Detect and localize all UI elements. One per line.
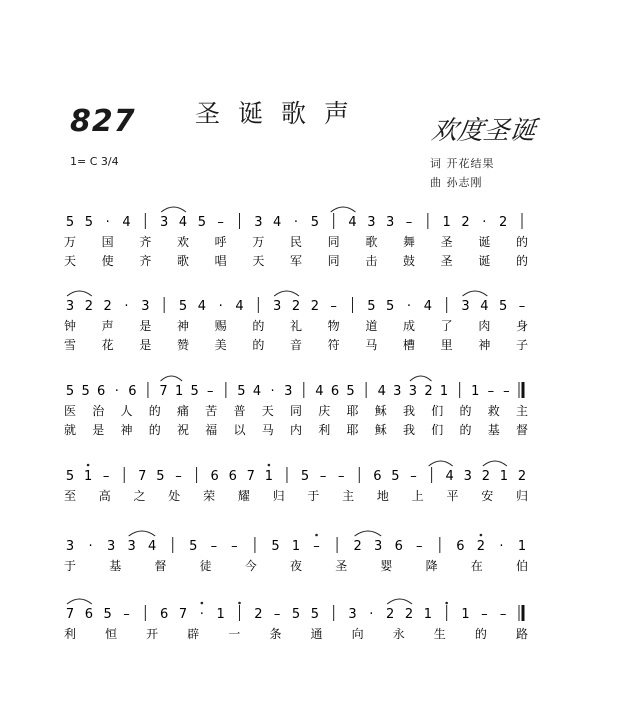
octave-dot: [445, 602, 448, 605]
lyric-char: 物: [327, 319, 340, 333]
note: 4: [315, 384, 324, 399]
lyric-char: 救: [487, 404, 500, 418]
note: 4: [178, 215, 188, 230]
lyric-char: 国: [101, 235, 114, 249]
lyric-char: 道: [365, 319, 378, 333]
lyric-char: 神: [478, 338, 491, 352]
note: ·: [293, 215, 299, 230]
note: 7: [138, 469, 147, 484]
octave-dot: [87, 464, 90, 467]
lyric-char: 向: [351, 627, 364, 641]
octave-dot: [238, 602, 241, 605]
lyric-char: 伯: [515, 559, 529, 573]
note: 3: [348, 607, 357, 622]
lyric-char: 路: [515, 627, 529, 641]
lyric-char: 槽: [402, 338, 416, 352]
note: 5: [300, 469, 310, 484]
note: –: [405, 215, 413, 230]
note: 5: [391, 469, 400, 484]
slur-arc: [410, 376, 432, 381]
lyric-char: 圣: [335, 559, 348, 573]
lyric-char: 稣: [374, 423, 387, 437]
note: 5: [65, 384, 75, 399]
slur-arc: [387, 599, 412, 604]
note: 5: [65, 215, 75, 230]
lyric-char: 的: [515, 235, 529, 249]
note: 1: [439, 384, 449, 399]
lyric-char: 上: [411, 489, 424, 503]
note: 4: [273, 215, 282, 230]
note: 2: [254, 607, 263, 622]
lyric-char: 美: [214, 338, 227, 352]
lyric-char: 降: [425, 559, 438, 573]
slur-arc: [483, 461, 507, 466]
lyric-char: 的: [474, 627, 487, 641]
note: 3: [461, 299, 470, 314]
song-title: 圣诞歌声: [195, 99, 368, 128]
lyric-char: 内: [289, 423, 303, 437]
lyric-char: 主: [342, 489, 355, 503]
note: 3: [127, 539, 136, 554]
note: 3: [393, 384, 402, 399]
lyric-char: 成: [402, 319, 416, 333]
lyric-char: 通: [310, 627, 323, 641]
octave-dot: [315, 534, 318, 537]
lyric-char: 归: [515, 489, 529, 503]
note: ·: [88, 539, 93, 554]
note: 5: [346, 384, 355, 399]
note: 5: [386, 299, 395, 314]
note: –: [210, 539, 218, 554]
lyric-char: 们: [431, 423, 444, 437]
note: 5: [103, 607, 112, 622]
lyric-char: 利: [63, 627, 77, 641]
lyric-char: 祝: [176, 423, 190, 437]
lyric-char: 荣: [203, 489, 216, 503]
note: 1: [423, 607, 432, 622]
lyric-char: 普: [233, 404, 246, 418]
note: 2: [461, 215, 470, 230]
lyric-char: 赐: [214, 319, 227, 333]
note: 6: [394, 539, 403, 554]
note: 5: [156, 469, 165, 484]
note: 5: [197, 215, 206, 230]
note: –: [313, 539, 320, 554]
note: 6: [456, 539, 465, 554]
lyric-char: 耶: [346, 404, 359, 418]
note: 3: [463, 469, 472, 484]
lyric-char: 今: [244, 559, 257, 573]
lyric-char: 人: [120, 404, 133, 418]
lyric-char: 归: [272, 489, 285, 503]
lyric-char: 庆: [318, 404, 331, 418]
octave-dot: [268, 464, 271, 467]
lyric-char: 至: [63, 489, 77, 503]
note: –: [410, 469, 417, 484]
note: 7: [178, 607, 188, 622]
slur-arc: [355, 531, 382, 536]
lyric-char: 平: [446, 489, 459, 503]
lyricist-credit: 词 开花结果: [430, 157, 495, 170]
composer-credit: 曲 孙志刚: [430, 176, 483, 189]
note: ·: [105, 215, 110, 230]
lyric-char: 民: [289, 235, 303, 249]
note: 5: [291, 607, 301, 622]
lyric-char: 声: [101, 319, 114, 333]
lyric-char: 了: [440, 319, 453, 333]
note: 1: [174, 384, 184, 399]
note: 1: [264, 469, 274, 484]
lyric-char: 万: [63, 235, 77, 249]
note: 5: [178, 299, 188, 314]
note: –: [499, 607, 507, 622]
lyric-char: 之: [133, 489, 146, 503]
lyric-char: 符: [327, 338, 340, 352]
note: 6: [97, 384, 106, 399]
lyric-char: 于: [307, 489, 320, 503]
note: 5: [84, 215, 93, 230]
lyric-char: 督: [515, 423, 529, 437]
lyric-char: 的: [459, 423, 472, 437]
note: 5: [310, 215, 319, 230]
lyric-char: 肉: [478, 319, 491, 333]
lyric-char: 安: [481, 489, 494, 503]
lyric-char: 生: [433, 627, 446, 641]
lyric-char: 马: [365, 338, 378, 352]
lyric-char: 同: [289, 404, 303, 418]
lyric-char: 就: [63, 423, 77, 437]
slur-arc: [429, 461, 453, 466]
slur-arc: [274, 291, 299, 296]
lyric-char: 的: [252, 319, 265, 333]
octave-dot: [201, 602, 204, 605]
slur-arc: [129, 531, 156, 536]
lyric-char: 督: [154, 559, 167, 573]
lyric-char: 基: [487, 423, 500, 437]
note: 6: [128, 384, 137, 399]
lyric-char: 基: [109, 559, 122, 573]
lyric-char: 苦: [205, 404, 218, 418]
note: 2: [424, 384, 433, 399]
lyric-char: 恒: [105, 627, 118, 641]
note: –: [175, 469, 182, 484]
handwritten-subtitle: 欢度圣诞: [429, 116, 538, 146]
note: –: [518, 299, 526, 314]
note: 2: [517, 469, 527, 484]
lyric-char: 夜: [289, 559, 303, 573]
note: –: [337, 469, 345, 484]
note: 4: [480, 299, 489, 314]
lyric-char: 天: [261, 404, 274, 418]
lyric-char: 神: [176, 319, 190, 333]
note: 4: [348, 215, 357, 230]
note: 5: [499, 299, 508, 314]
note: 4: [197, 299, 206, 314]
lyric-char: 呼: [214, 235, 227, 249]
lyric-char: 的: [148, 404, 161, 418]
note: –: [319, 469, 327, 484]
note: 6: [373, 469, 382, 484]
lyric-char: 音: [289, 338, 303, 352]
lyric-char: 雪: [63, 338, 77, 352]
note: ·: [218, 299, 223, 314]
lyric-char: 是: [139, 319, 152, 333]
note: 3: [65, 299, 75, 314]
lyric-char: 福: [205, 423, 218, 437]
note: 2: [103, 299, 112, 314]
note: ·: [499, 539, 504, 554]
note: –: [481, 607, 488, 622]
note: 3: [386, 215, 395, 230]
note: 6: [160, 607, 169, 622]
note: 2: [353, 539, 362, 554]
note: 5: [310, 607, 319, 622]
lyric-char: 我: [402, 423, 416, 437]
lyric-char: 天: [252, 254, 265, 268]
lyric-char: 歌: [365, 235, 378, 249]
note: 1: [216, 607, 225, 622]
lyric-char: 一: [228, 627, 241, 641]
lyric-char: 礼: [289, 319, 303, 333]
note: 2: [291, 299, 301, 314]
note: 3: [273, 299, 282, 314]
note: ·: [114, 384, 119, 399]
lyric-char: 圣: [440, 254, 453, 268]
lyric-char: 地: [376, 489, 389, 503]
lyric-char: 天: [63, 254, 77, 268]
note: 3: [65, 539, 75, 554]
note: 3: [284, 384, 293, 399]
note: –: [503, 384, 510, 399]
lyric-char: 舞: [402, 235, 416, 249]
note: –: [487, 384, 495, 399]
slur-arc: [463, 291, 488, 296]
note: 4: [235, 299, 244, 314]
lyric-char: 辟: [187, 627, 200, 641]
octave-dot: [480, 534, 483, 537]
note: 5: [271, 539, 280, 554]
lyric-char: 治: [92, 404, 105, 418]
lyric-char: 永: [392, 627, 405, 641]
note: –: [217, 215, 224, 230]
note: 4: [122, 215, 131, 230]
note: 4: [423, 299, 432, 314]
lyric-char: 婴: [380, 559, 393, 573]
note: 3: [408, 384, 418, 399]
note: ·: [482, 215, 487, 230]
lyric-char: 同: [327, 254, 340, 268]
note: 2: [476, 539, 486, 554]
lyric-char: 的: [148, 423, 161, 437]
lyric-char: 耀: [237, 489, 250, 503]
lyric-char: 是: [92, 423, 105, 437]
note: 4: [377, 384, 386, 399]
lyric-char: 主: [515, 404, 529, 418]
note: –: [416, 539, 423, 554]
note: 5: [65, 469, 75, 484]
lyric-char: 神: [120, 423, 133, 437]
lyric-char: 诞: [478, 254, 491, 268]
lyric-char: 马: [261, 423, 274, 437]
lyric-char: 稣: [374, 404, 387, 418]
note: –: [207, 384, 214, 399]
lyric-char: 于: [63, 559, 77, 573]
note: –: [102, 469, 110, 484]
note: 5: [190, 384, 199, 399]
lyric-char: 身: [515, 319, 529, 333]
note: 3: [160, 215, 169, 230]
lyric-char: 以: [233, 423, 246, 437]
note: 3: [141, 299, 150, 314]
slur-arc: [161, 207, 186, 212]
lyric-char: 鼓: [402, 254, 416, 268]
lyric-char: 子: [515, 338, 529, 352]
lyric-char: 万: [252, 235, 265, 249]
note: 3: [254, 215, 263, 230]
lyric-char: 的: [515, 254, 529, 268]
note: 2: [499, 215, 508, 230]
note: 3: [367, 215, 376, 230]
note: 5: [237, 384, 246, 399]
lyric-char: 赞: [176, 338, 190, 352]
note: 3: [106, 539, 116, 554]
lyric-char: 利: [318, 423, 331, 437]
slur-arc: [67, 599, 92, 604]
lyric-char: 同: [327, 235, 340, 249]
lyric-char: 的: [252, 338, 265, 352]
note: 2: [404, 607, 414, 622]
note: ·: [270, 384, 275, 399]
note: 4: [445, 469, 454, 484]
note: ·: [199, 607, 204, 622]
lyric-char: 条: [269, 627, 282, 641]
note: 7: [246, 469, 255, 484]
note: 7: [65, 607, 75, 622]
note: –: [231, 539, 238, 554]
note: –: [123, 607, 130, 622]
slur-arc: [67, 291, 92, 296]
lyric-char: 们: [431, 404, 444, 418]
lyric-char: 齐: [139, 235, 152, 249]
note: 3: [374, 539, 383, 554]
lyric-char: 军: [289, 254, 303, 268]
slur-arc: [161, 376, 183, 381]
lyric-char: 使: [101, 254, 114, 268]
note: 2: [386, 607, 395, 622]
key-signature: 1= C 3/4: [70, 155, 119, 168]
note: ·: [406, 299, 412, 314]
note: ·: [124, 299, 129, 314]
lyric-char: 开: [146, 627, 159, 641]
lyric-char: 医: [63, 404, 77, 418]
lyric-char: 处: [168, 489, 181, 503]
note: 1: [442, 215, 451, 230]
lyric-char: 在: [470, 559, 483, 573]
lyric-char: 欢: [176, 235, 190, 249]
note: 2: [310, 299, 319, 314]
note: 6: [228, 469, 237, 484]
note: 4: [148, 539, 157, 554]
note: 1: [83, 469, 93, 484]
note: 6: [84, 607, 93, 622]
note: 1: [291, 539, 301, 554]
note: 6: [330, 384, 340, 399]
lyric-char: 诞: [478, 235, 491, 249]
lyric-char: 我: [402, 404, 416, 418]
song-number: 827: [70, 104, 136, 139]
note: 1: [499, 469, 509, 484]
note: –: [330, 299, 337, 314]
lyric-char: 齐: [139, 254, 152, 268]
lyric-char: 花: [101, 338, 114, 352]
note: 7: [159, 384, 168, 399]
note: 1: [461, 607, 470, 622]
note: 5: [189, 539, 198, 554]
lyric-char: 歌: [176, 254, 190, 268]
lyric-char: 圣: [440, 235, 453, 249]
lyric-char: 钟: [63, 319, 77, 333]
note: 1: [517, 539, 527, 554]
lyric-char: 耶: [346, 423, 359, 437]
lyric-char: 是: [139, 338, 152, 352]
note: 5: [367, 299, 376, 314]
lyric-char: 高: [98, 489, 111, 503]
note: ·: [369, 607, 374, 622]
lyric-char: 徒: [199, 559, 212, 573]
note: 6: [210, 469, 219, 484]
lyric-char: 击: [365, 254, 378, 268]
lyric-char: 的: [459, 404, 472, 418]
note: 4: [252, 384, 262, 399]
note: –: [273, 607, 281, 622]
note: 5: [81, 384, 90, 399]
lyric-char: 唱: [214, 254, 227, 268]
note: 2: [481, 469, 490, 484]
lyric-char: 痛: [176, 404, 190, 418]
note: 2: [84, 299, 93, 314]
lyric-char: 里: [440, 338, 453, 352]
slur-arc: [331, 207, 356, 212]
note: 1: [471, 384, 480, 399]
